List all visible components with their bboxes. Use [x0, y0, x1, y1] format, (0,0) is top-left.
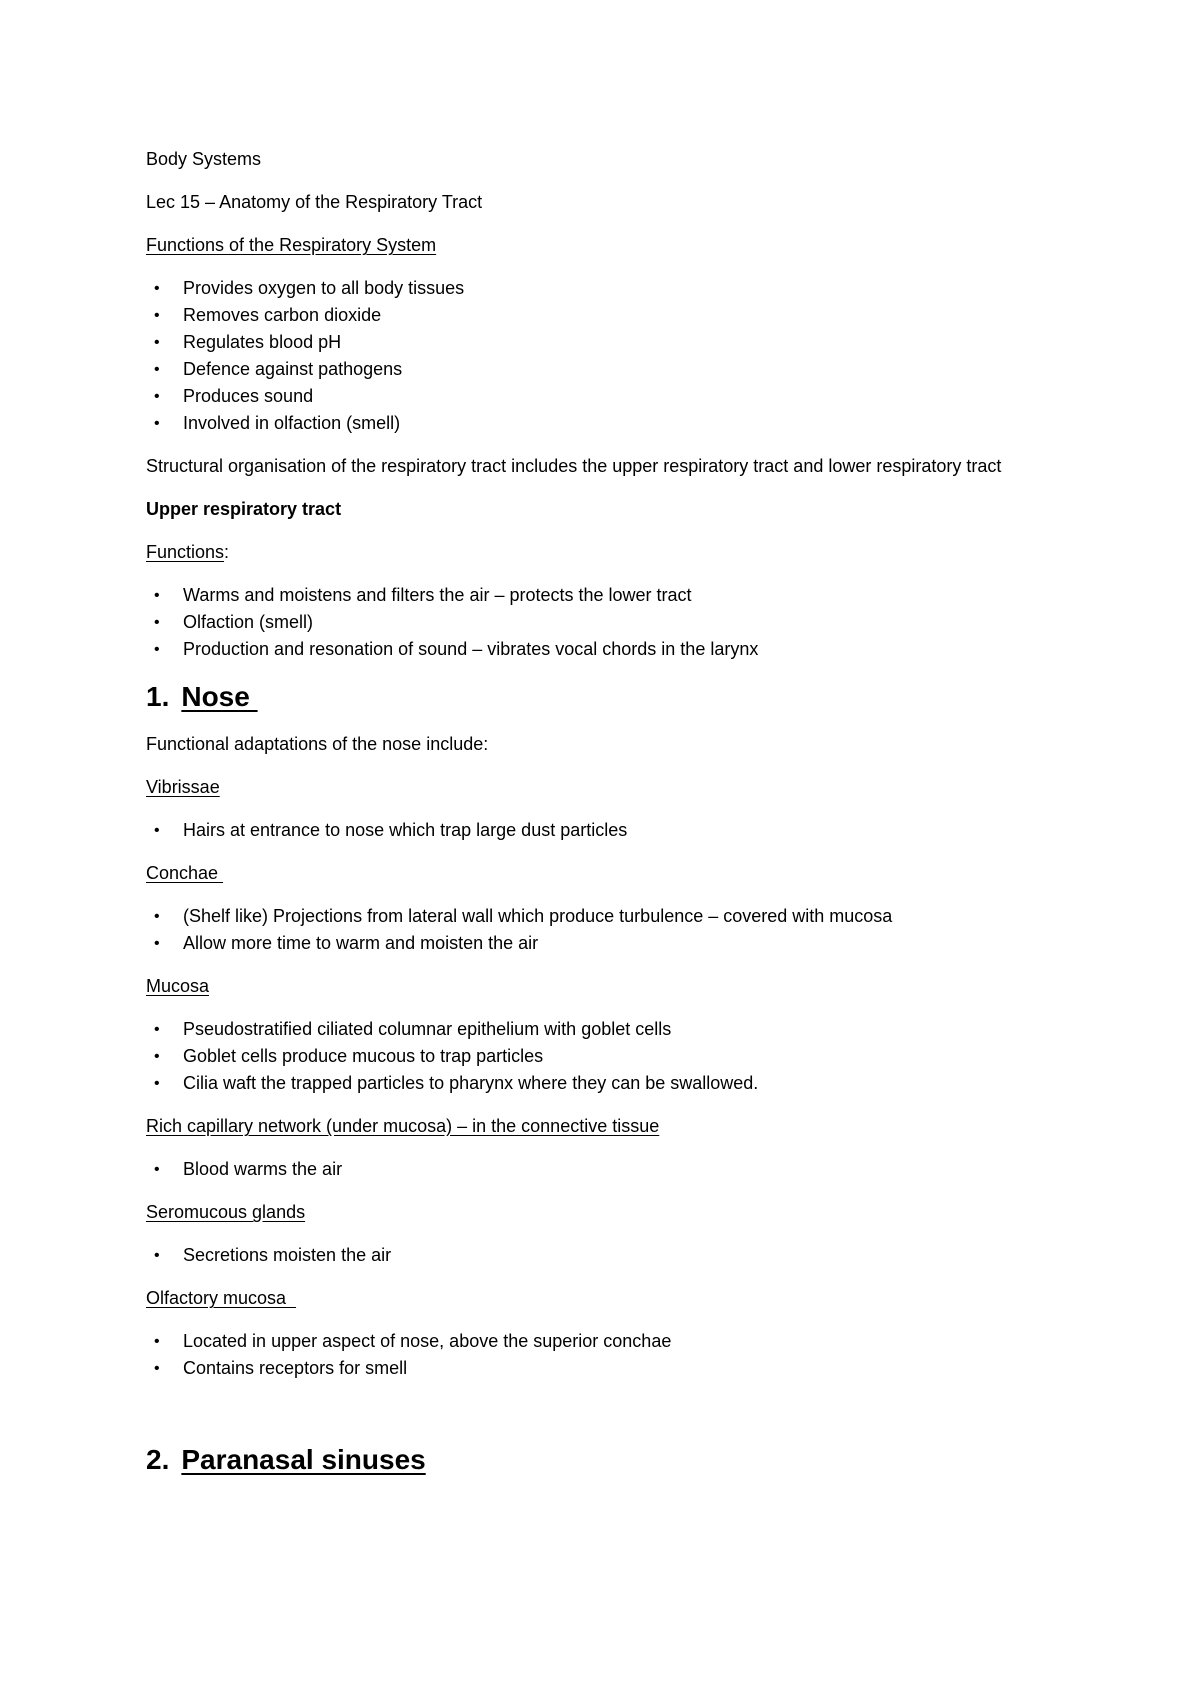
conchae-heading: Conchae	[146, 863, 224, 883]
list-item	[146, 1043, 1106, 1070]
bullet-icon: •	[154, 935, 160, 952]
mucosa-heading: Mucosa	[146, 976, 210, 996]
list-item-text: Regulates blood pH	[183, 332, 342, 352]
list-item-text: Produces sound	[183, 386, 314, 406]
list-item	[146, 329, 1106, 356]
list-item-text: Warms and moistens and filters the air – protects the lower tract	[183, 585, 692, 605]
list-item-text: Provides oxygen to all body tissues	[183, 278, 465, 298]
list-item	[146, 302, 1106, 329]
list-item	[146, 275, 1106, 302]
upper-functions-label: Functions	[146, 542, 225, 562]
document-title: Body Systems	[146, 149, 262, 169]
bullet-icon: •	[154, 388, 160, 405]
bullet-icon: •	[154, 1075, 160, 1092]
upper-functions-list	[146, 582, 1106, 663]
list-item-text: Goblet cells produce mucous to trap particles	[183, 1046, 544, 1066]
document-page	[146, 146, 1106, 1494]
section-nose-heading	[146, 679, 1106, 715]
bullet-icon: •	[154, 334, 160, 351]
list-item	[146, 1156, 1106, 1183]
list-item	[146, 1242, 1106, 1269]
list-item-text: Production and resonation of sound – vibrates vocal chords in the larynx	[183, 639, 759, 659]
conchae-heading-para	[146, 860, 1106, 887]
list-item-text: Defence against pathogens	[183, 359, 403, 379]
functions-heading: Functions of the Respiratory System	[146, 235, 437, 255]
list-item-text: Involved in olfaction (smell)	[183, 413, 401, 433]
capillary-heading: Rich capillary network (under mucosa) – in the connective tissue	[146, 1116, 660, 1136]
bullet-icon: •	[154, 614, 160, 631]
list-item-text: Pseudostratified ciliated columnar epithelium with goblet cells	[183, 1019, 672, 1039]
nose-intro: Functional adaptations of the nose include:	[146, 734, 489, 754]
bullet-icon: •	[154, 641, 160, 658]
bullet-icon: •	[154, 280, 160, 297]
list-item-text: Olfaction (smell)	[183, 612, 314, 632]
bullet-icon: •	[154, 307, 160, 324]
capillary-heading-para	[146, 1113, 1106, 1140]
list-item	[146, 903, 1106, 930]
list-item	[146, 582, 1106, 609]
capillary-list	[146, 1156, 1106, 1183]
bullet-icon: •	[154, 361, 160, 378]
list-item-text: Secretions moisten the air	[183, 1245, 392, 1265]
bullet-icon: •	[154, 587, 160, 604]
list-item-text: Cilia waft the trapped particles to pharynx where they can be swallowed.	[183, 1073, 759, 1093]
list-item-text: Located in upper aspect of nose, above the superior conchae	[183, 1331, 672, 1351]
upper-functions-label-para	[146, 539, 1106, 566]
section-number: 2.	[146, 1444, 170, 1475]
list-item	[146, 1070, 1106, 1097]
functions-heading-para	[146, 232, 1106, 259]
list-item	[146, 1355, 1106, 1382]
list-item	[146, 930, 1106, 957]
upper-tract-heading: Upper respiratory tract	[146, 499, 342, 519]
list-item	[146, 1016, 1106, 1043]
bullet-icon: •	[154, 822, 160, 839]
mucosa-heading-para	[146, 973, 1106, 1000]
list-item-text: Allow more time to warm and moisten the air	[183, 933, 539, 953]
section-title: Paranasal sinuses	[181, 1444, 426, 1475]
seromucous-list	[146, 1242, 1106, 1269]
olfactory-heading: Olfactory mucosa	[146, 1288, 297, 1308]
bullet-icon: •	[154, 1048, 160, 1065]
list-item-text: Contains receptors for smell	[183, 1358, 408, 1378]
list-item-text: (Shelf like) Projections from lateral wall which produce turbulence – covered with mucosa	[183, 906, 893, 926]
upper-functions-colon: :	[224, 542, 230, 562]
bullet-icon: •	[154, 1161, 160, 1178]
section-title: Nose	[181, 681, 258, 712]
olfactory-heading-para	[146, 1285, 1106, 1312]
conchae-list	[146, 903, 1106, 957]
bullet-icon: •	[154, 415, 160, 432]
section-sinuses-heading	[146, 1442, 1106, 1478]
list-item	[146, 817, 1106, 844]
bullet-icon: •	[154, 1360, 160, 1377]
list-item	[146, 609, 1106, 636]
seromucous-heading: Seromucous glands	[146, 1202, 306, 1222]
list-item	[146, 410, 1106, 437]
list-item	[146, 1328, 1106, 1355]
vibrissae-heading-para	[146, 774, 1106, 801]
seromucous-heading-para	[146, 1199, 1106, 1226]
list-item-text: Hairs at entrance to nose which trap large dust particles	[183, 820, 628, 840]
functions-list	[146, 275, 1106, 437]
bullet-icon: •	[154, 1247, 160, 1264]
list-item-text: Blood warms the air	[183, 1159, 343, 1179]
vibrissae-list	[146, 817, 1106, 844]
list-item-text: Removes carbon dioxide	[183, 305, 382, 325]
structural-paragraph: Structural organisation of the respiratory tract includes the upper respiratory tract and lower respiratory tract	[146, 456, 1002, 476]
bullet-icon: •	[154, 1021, 160, 1038]
bullet-icon: •	[154, 908, 160, 925]
mucosa-list	[146, 1016, 1106, 1097]
bullet-icon: •	[154, 1333, 160, 1350]
lecture-title: Lec 15 – Anatomy of the Respiratory Tract	[146, 192, 483, 212]
olfactory-list	[146, 1328, 1106, 1382]
vibrissae-heading: Vibrissae	[146, 777, 220, 797]
list-item	[146, 356, 1106, 383]
section-number: 1.	[146, 681, 170, 712]
list-item	[146, 383, 1106, 410]
list-item	[146, 636, 1106, 663]
